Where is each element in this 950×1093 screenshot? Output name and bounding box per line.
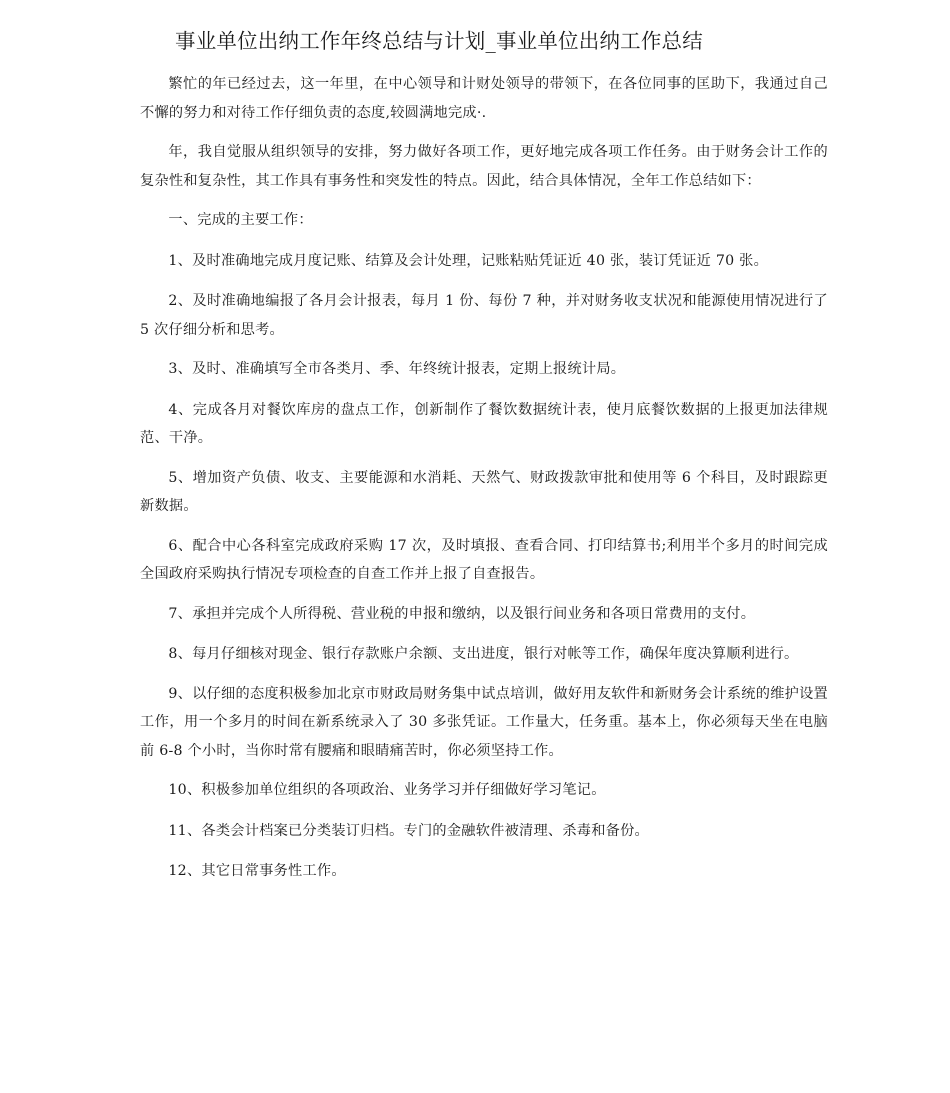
list-item-12: 12、其它日常事务性工作。 bbox=[168, 863, 346, 879]
list-item-8: 8、每月仔细核对现金、银行存款账户余额、支出进度，银行对帐等工作，确保年度决算顺利进行。 bbox=[168, 646, 799, 662]
document-title: 事业单位出纳工作年终总结与计划_事业单位出纳工作总结 bbox=[175, 29, 703, 53]
list-item-11: 11、各类会计档案已分类装订归档。专门的金融软件被清理、杀毒和备份。 bbox=[168, 822, 649, 839]
list-item-7: 7、承担并完成个人所得税、营业税的申报和缴纳，以及银行间业务和各项日常费用的支付。 bbox=[168, 605, 756, 622]
list-item-4: 4、完成各月对餐饮库房的盘点工作，创新制作了餐饮数据统计表，使月底餐饮数据的上报更加法律规范、干净。 bbox=[140, 401, 828, 446]
list-item-5: 5、增加资产负债、收支、主要能源和水消耗、天然气、财政拨款审批和使用等 6 个科目，及时跟踪更新数据。 bbox=[140, 469, 828, 514]
list-item-2: 2、及时准确地编报了各月会计报表，每月 1 份、每份 7 种，并对财务收支状况和能源使用情况进行了 5 次仔细分析和思考。 bbox=[140, 293, 828, 338]
paragraph-overview: 年，我自觉服从组织领导的安排，努力做好各项工作，更好地完成各项工作任务。由于财务会计工作的复杂性和复杂性，其工作具有事务性和突发性的特点。因此，结合具体情况，全年工作总结如下： bbox=[140, 144, 828, 189]
list-item-1: 1、及时准确地完成月度记账、结算及会计处理，记账粘贴凭证近 40 张，装订凭证近 70 张。 bbox=[168, 252, 769, 269]
paragraph-intro: 繁忙的年已经过去，这一年里，在中心领导和计财处领导的带领下，在各位同事的匡助下，我通过自己不懈的努力和对待工作仔细负责的态度,较圆满地完成·. bbox=[140, 76, 828, 121]
list-item-9: 9、以仔细的态度积极参加北京市财政局财务集中试点培训，做好用友软件和新财务会计系统的维护设置工作，用一个多月的时间在新系统录入了 30 多张凭证。工作量大，任务重。基本上，你必须每天坐在电脑前 6-8 个小时，当你时常有腰痛和眼睛痛苦时，你必须坚持工作。 bbox=[140, 685, 828, 759]
document-page bbox=[140, 26, 828, 898]
list-item-3: 3、及时、准确填写全市各类月、季、年终统计报表，定期上报统计局。 bbox=[168, 361, 626, 377]
list-item-6: 6、配合中心各科室完成政府采购 17 次，及时填报、查看合同、打印结算书;利用半个多月的时间完成全国政府采购执行情况专项检查的自查工作并上报了自查报告。 bbox=[140, 537, 828, 582]
section-heading-main-work: 一、完成的主要工作： bbox=[168, 212, 313, 228]
list-item-10: 10、积极参加单位组织的各项政治、业务学习并仔细做好学习笔记。 bbox=[168, 782, 606, 798]
